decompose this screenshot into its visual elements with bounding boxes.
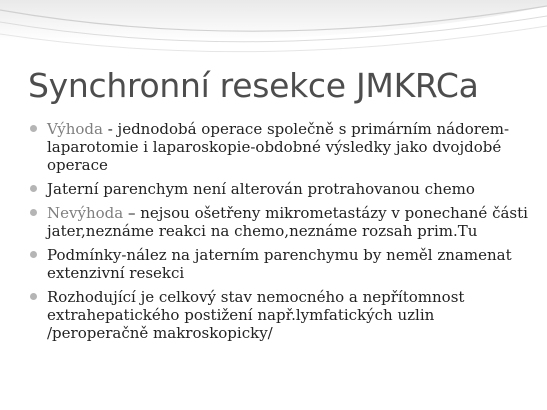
round-bullet-icon: [30, 209, 37, 216]
bullet-list: [30, 120, 530, 348]
bullet-lead-disadvantage: Nevýhoda: [47, 204, 124, 222]
round-bullet-icon: [30, 293, 37, 300]
bullet-lead-advantage: Výhoda: [47, 120, 103, 138]
bullet-item-decisive: [30, 288, 530, 342]
bullet-item-disadvantage: [30, 204, 530, 240]
bullet-item-conditions: [30, 246, 530, 282]
bullet-item-advantage: [30, 120, 530, 174]
bullet-text-advantage: - jednodobá operace společně s primárním nádorem-laparotomie i laparoskopie-obdobné výsledky jako dvojdobé operace: [47, 120, 510, 174]
header-swoosh-decoration: [0, 0, 547, 70]
slide-title: Synchronní resekce JMKRCa: [28, 66, 479, 105]
round-bullet-icon: [30, 125, 37, 132]
bullet-text-conditions: Podmínky-nález na jaterním parenchymu by neměl znamenat extenzivní resekci: [47, 246, 512, 282]
round-bullet-icon: [30, 185, 37, 192]
bullet-item-parenchyma: [30, 180, 530, 198]
bullet-text-decisive: Rozhodující je celkový stav nemocného a nepřítomnost extrahepatického postižení např.lymfatických uzlin /peroperačně makroskopicky/: [47, 288, 465, 342]
round-bullet-icon: [30, 251, 37, 258]
bullet-text-disadvantage: – nejsou ošetřeny mikrometastázy v ponechané části jater,neznáme reakci na chemo,neznáme rozsah prim.Tu: [47, 204, 528, 240]
bullet-text-parenchyma: Jaterní parenchym není alterován protrahovanou chemo: [47, 180, 475, 198]
